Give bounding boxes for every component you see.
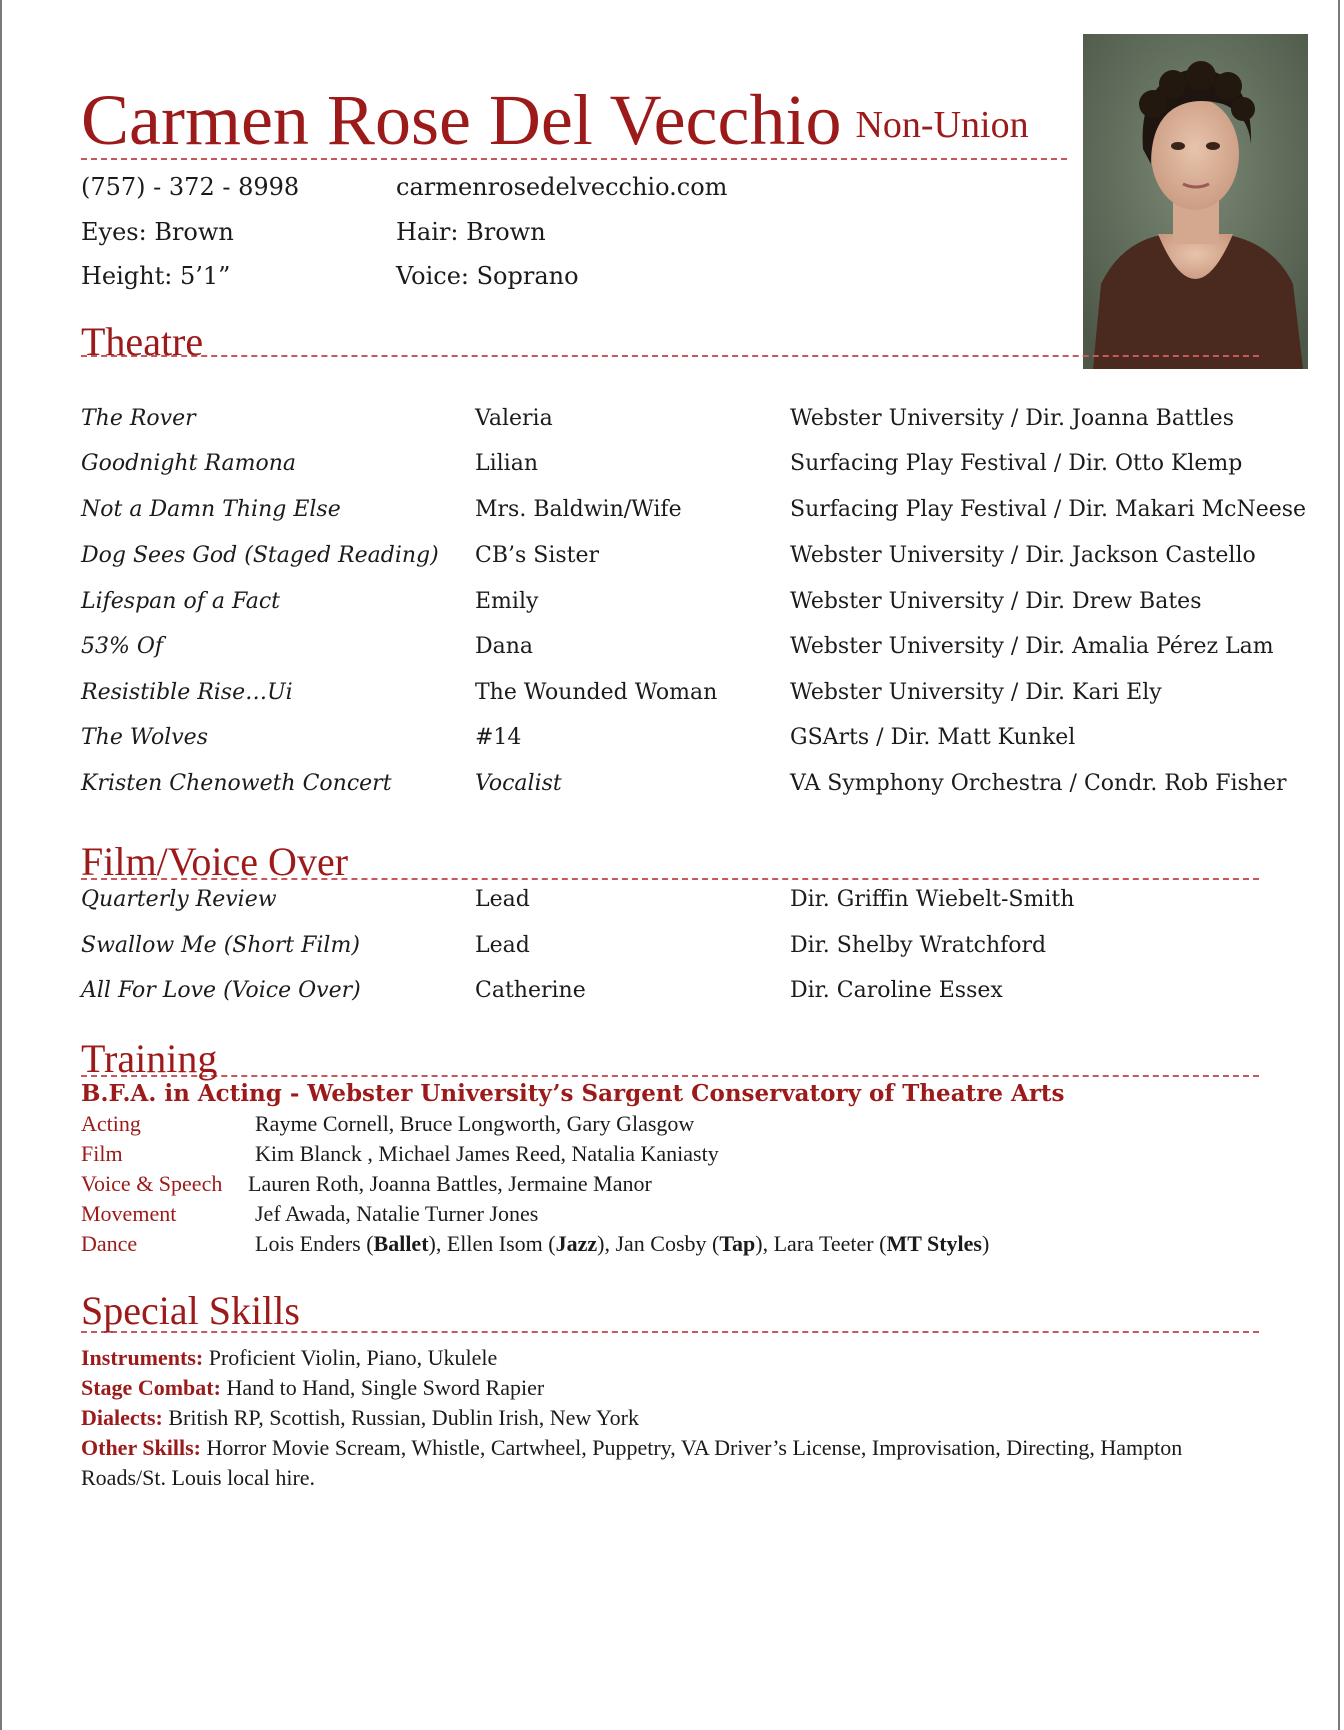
show-title: Quarterly Review [81, 887, 277, 912]
company-director: Dir. Caroline Essex [790, 978, 1003, 1003]
dance-style: Tap [719, 1231, 756, 1256]
company-director: Dir. Griffin Wiebelt-Smith [790, 887, 1075, 912]
training-label: Dance [81, 1231, 138, 1256]
credit-row [81, 451, 1261, 481]
skill-line [81, 1373, 1281, 1403]
role: Lead [475, 933, 530, 958]
company-director: Surfacing Play Festival / Dir. Makari McNeese [790, 497, 1307, 522]
show-title: Dog Sees God (Staged Reading) [81, 543, 439, 568]
dance-style: MT Styles [886, 1231, 982, 1256]
skill-value: Horror Movie Scream, Whistle, Cartwheel, Puppetry, VA Driver’s License, Improvisation, Directing, Hampton Roads/St. Louis local hire. [81, 1435, 1183, 1490]
training-teachers: Rayme Cornell, Bruce Longworth, Gary Glasgow [255, 1111, 695, 1136]
training-label: Voice & Speech [81, 1171, 223, 1196]
role: Emily [475, 589, 539, 614]
company-director: VA Symphony Orchestra / Condr. Rob Fisher [790, 771, 1287, 796]
role: Lead [475, 887, 530, 912]
actor-name: Carmen Rose Del Vecchio [81, 80, 842, 160]
show-title: The Wolves [81, 725, 208, 750]
credit-row [81, 933, 1261, 963]
skill-line [81, 1343, 1281, 1373]
role: Catherine [475, 978, 586, 1003]
credit-row [81, 978, 1261, 1008]
phone: (757) - 372 - 8998 [81, 173, 300, 201]
training-teachers: Jef Awada, Natalie Turner Jones [255, 1201, 539, 1226]
eye-color: Eyes: Brown [81, 218, 234, 246]
training-label: Film [81, 1141, 123, 1166]
credit-row [81, 634, 1274, 664]
dance-text: ), Jan Cosby ( [597, 1231, 720, 1256]
dance-style: Jazz [555, 1231, 598, 1256]
credit-row [81, 680, 1261, 710]
credit-row [81, 771, 1287, 801]
credit-row [81, 725, 1261, 755]
skill-line [81, 1433, 1261, 1493]
website: carmenrosedelvecchio.com [396, 173, 728, 201]
role: Vocalist [475, 771, 562, 796]
section-training-heading: Training [81, 1039, 1259, 1077]
name-header [81, 82, 1067, 160]
voice-type: Voice: Soprano [396, 262, 579, 290]
show-title: Kristen Chenoweth Concert [81, 771, 392, 796]
credit-row [81, 497, 1307, 527]
company-director: Webster University / Dir. Drew Bates [790, 589, 1202, 614]
degree: B.F.A. in Acting - Webster University’s Sargent Conservatory of Theatre Arts [81, 1080, 1065, 1107]
dance-text: Lois Enders ( [255, 1231, 374, 1256]
credit-row [81, 543, 1261, 573]
role: Dana [475, 634, 534, 659]
skill-value: Proficient Violin, Piano, Ukulele [208, 1345, 498, 1370]
role: Mrs. Baldwin/Wife [475, 497, 682, 522]
skill-label: Other Skills: [81, 1435, 202, 1460]
credit-row [81, 406, 1261, 436]
dance-style: Ballet [373, 1231, 429, 1256]
dance-text: ) [982, 1231, 990, 1256]
section-theatre-heading: Theatre [81, 322, 1259, 357]
company-director: Webster University / Dir. Joanna Battles [790, 406, 1234, 431]
credit-row [81, 887, 1261, 917]
show-title: All For Love (Voice Over) [81, 978, 361, 1003]
show-title: Lifespan of a Fact [81, 589, 280, 614]
headshot-photo [1083, 34, 1308, 369]
training-teachers [255, 1231, 989, 1257]
role: CB’s Sister [475, 543, 600, 568]
section-skills-heading: Special Skills [81, 1291, 1259, 1333]
training-teachers: Lauren Roth, Joanna Battles, Jermaine Manor [248, 1171, 652, 1196]
role: Valeria [475, 406, 553, 431]
training-label: Movement [81, 1201, 177, 1226]
skill-label: Stage Combat: [81, 1375, 221, 1400]
union-status: Non-Union [855, 104, 1029, 146]
dance-text: ), Ellen Isom ( [428, 1231, 556, 1256]
show-title: The Rover [81, 406, 196, 431]
section-film-heading: Film/Voice Over [81, 842, 1259, 880]
hair-color: Hair: Brown [396, 218, 546, 246]
company-director: Webster University / Dir. Amalia Pérez Lam [790, 634, 1274, 659]
height: Height: 5’1” [81, 262, 231, 290]
training-teachers: Kim Blanck , Michael James Reed, Natalia Kaniasty [255, 1141, 719, 1166]
show-title: Goodnight Ramona [81, 451, 297, 476]
training-label: Acting [81, 1111, 141, 1136]
skill-label: Instruments: [81, 1345, 204, 1370]
skill-value: Hand to Hand, Single Sword Rapier [226, 1375, 545, 1400]
role: Lilian [475, 451, 539, 476]
show-title: 53% Of [81, 634, 164, 659]
credit-row [81, 589, 1261, 619]
company-director: Webster University / Dir. Jackson Castello [790, 543, 1256, 568]
show-title: Resistible Rise…Ui [81, 680, 293, 705]
company-director: Dir. Shelby Wratchford [790, 933, 1047, 958]
company-director: GSArts / Dir. Matt Kunkel [790, 725, 1076, 750]
dance-text: ), Lara Teeter ( [755, 1231, 887, 1256]
role: #14 [475, 725, 522, 750]
company-director: Webster University / Dir. Kari Ely [790, 680, 1162, 705]
role: The Wounded Woman [475, 680, 718, 705]
show-title: Not a Damn Thing Else [81, 497, 341, 522]
skill-line [81, 1403, 1281, 1433]
show-title: Swallow Me (Short Film) [81, 933, 360, 958]
company-director: Surfacing Play Festival / Dir. Otto Klemp [790, 451, 1243, 476]
skill-label: Dialects: [81, 1405, 163, 1430]
skill-value: British RP, Scottish, Russian, Dublin Irish, New York [168, 1405, 639, 1430]
